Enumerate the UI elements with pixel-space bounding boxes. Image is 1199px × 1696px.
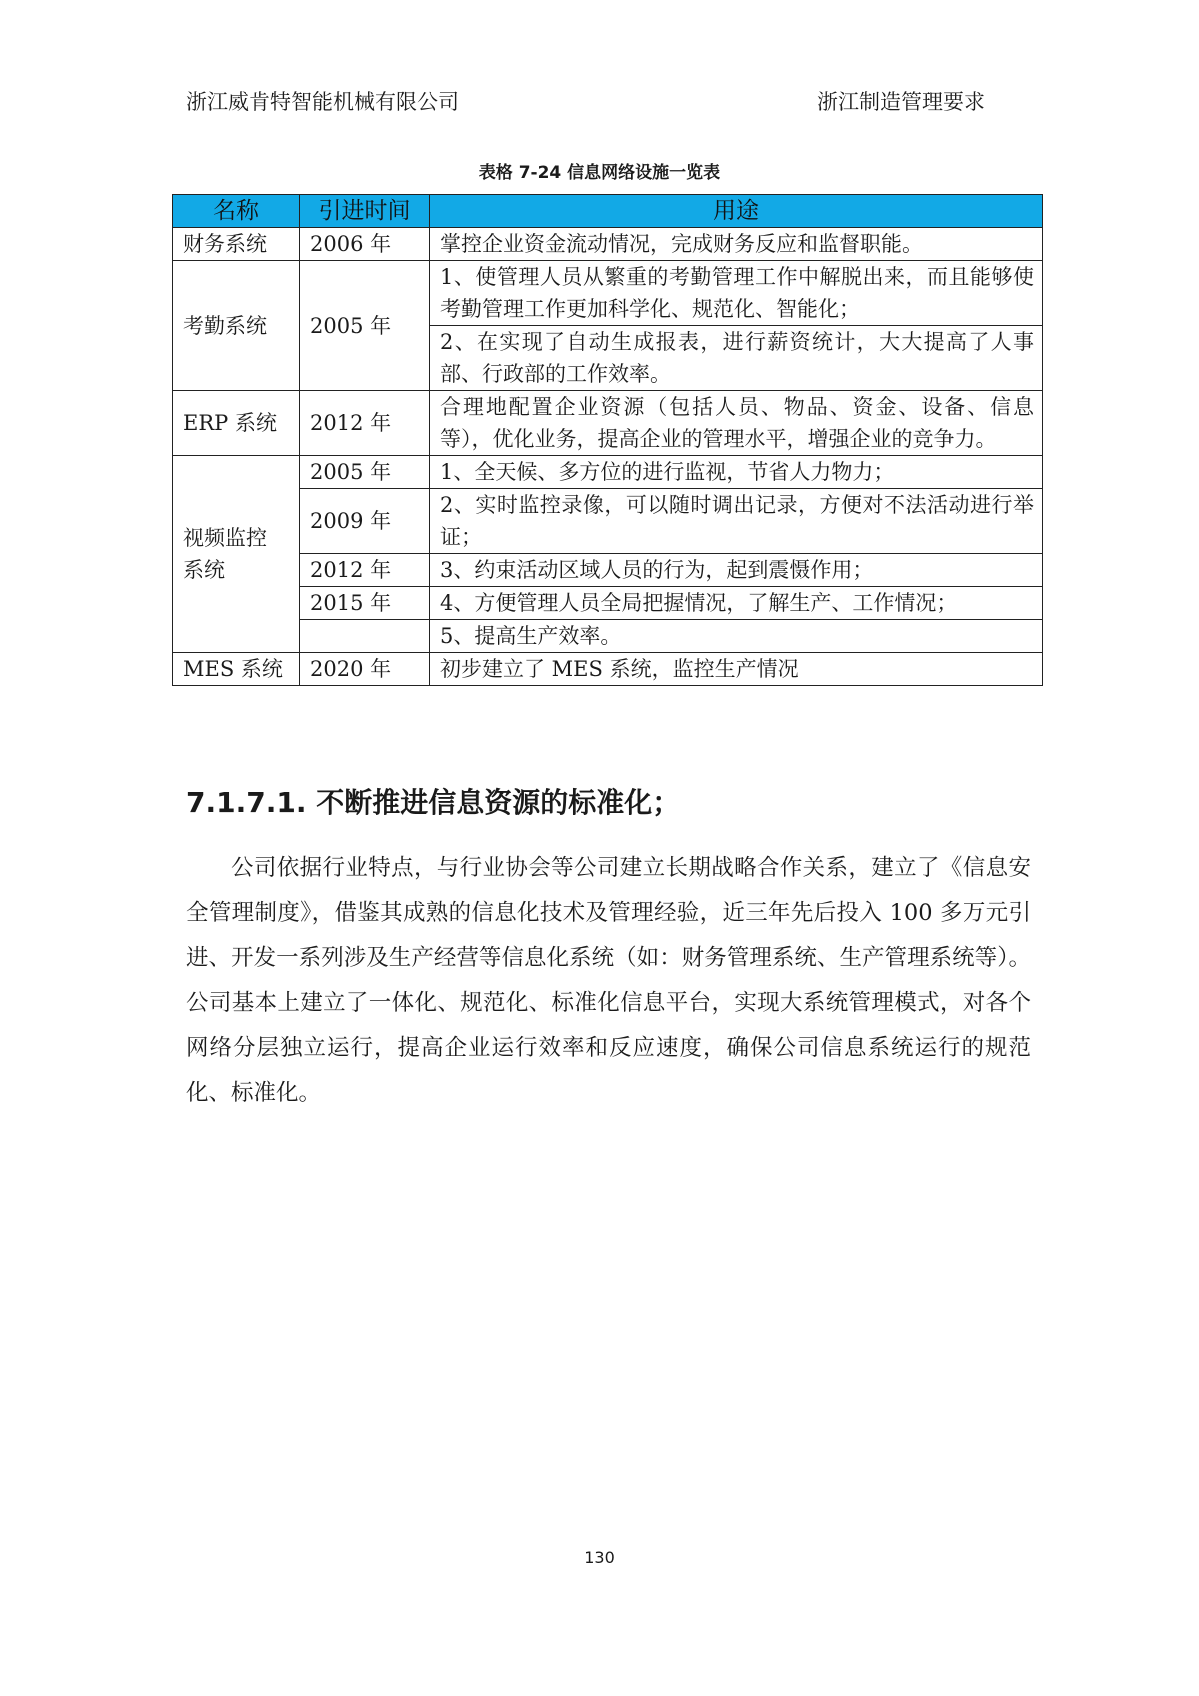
section-heading: 7.1.7.1. 不断推进信息资源的标准化；: [186, 786, 681, 819]
header-purpose: 用途: [430, 195, 1043, 228]
cell-name: 财务系统: [173, 228, 300, 261]
cell-time: [300, 620, 430, 653]
table-row: [173, 456, 1043, 489]
cell-time: 2009 年: [300, 489, 430, 554]
cell-purpose: 2、实时监控录像，可以随时调出记录，方便对不法活动进行举证；: [430, 489, 1043, 554]
header-document-title: 浙江制造管理要求: [817, 90, 985, 114]
table-row: [173, 587, 1043, 620]
cell-purpose: 1、全天候、多方位的进行监视，节省人力物力；: [430, 456, 1043, 489]
table-caption: 表格 7-24 信息网络设施一览表: [478, 163, 721, 183]
cell-purpose: 4、方便管理人员全局把握情况，了解生产、工作情况；: [430, 587, 1043, 620]
header-company: 浙江威肯特智能机械有限公司: [186, 90, 459, 114]
cell-time: 2020 年: [300, 653, 430, 686]
header-time: 引进时间: [300, 195, 430, 228]
cell-time: 2005 年: [300, 456, 430, 489]
cell-time: 2015 年: [300, 587, 430, 620]
cell-name: ERP 系统: [173, 391, 300, 456]
table-row: [173, 653, 1043, 686]
cell-time: 2006 年: [300, 228, 430, 261]
table-row: [173, 489, 1043, 554]
page-number: 130: [584, 1548, 615, 1567]
table-header-row: [173, 195, 1043, 228]
cell-name: 考勤系统: [173, 261, 300, 391]
table-row: [173, 620, 1043, 653]
header-name: 名称: [173, 195, 300, 228]
cell-purpose: 1、使管理人员从繁重的考勤管理工作中解脱出来，而且能够使考勤管理工作更加科学化、规范化、智能化；: [430, 261, 1043, 326]
cell-time: 2012 年: [300, 391, 430, 456]
cell-time: 2005 年: [300, 261, 430, 391]
cell-purpose: 合理地配置企业资源（包括人员、物品、资金、设备、信息等），优化业务，提高企业的管理水平，增强企业的竞争力。: [430, 391, 1043, 456]
cell-purpose: 3、约束活动区域人员的行为，起到震慑作用；: [430, 554, 1043, 587]
cell-purpose: 5、提高生产效率。: [430, 620, 1043, 653]
facilities-table: [172, 194, 1043, 686]
table-row: [173, 391, 1043, 456]
cell-name: MES 系统: [173, 653, 300, 686]
cell-purpose: 初步建立了 MES 系统，监控生产情况: [430, 653, 1043, 686]
cell-name: 视频监控系统: [173, 456, 300, 653]
section-paragraph: 公司依据行业特点，与行业协会等公司建立长期战略合作关系，建立了《信息安全管理制度》，借鉴其成熟的信息化技术及管理经验，近三年先后投入 100 多万元引进、开发一系列涉及生产经营等信息化系统（如：财务管理系统、生产管理系统等）。公司基本上建立了一体化、规范化、标准化信息平台，实现大系统管理模式，对各个网络分层独立运行，提高企业运行效率和反应速度，确保公司信息系统运行的规范化、标准化。: [186, 855, 1031, 1106]
table-row: [173, 554, 1043, 587]
table-row: [173, 228, 1043, 261]
cell-purpose: 2、在实现了自动生成报表，进行薪资统计，大大提高了人事部、行政部的工作效率。: [430, 326, 1043, 391]
table-row: [173, 261, 1043, 326]
cell-time: 2012 年: [300, 554, 430, 587]
cell-purpose: 掌控企业资金流动情况，完成财务反应和监督职能。: [430, 228, 1043, 261]
